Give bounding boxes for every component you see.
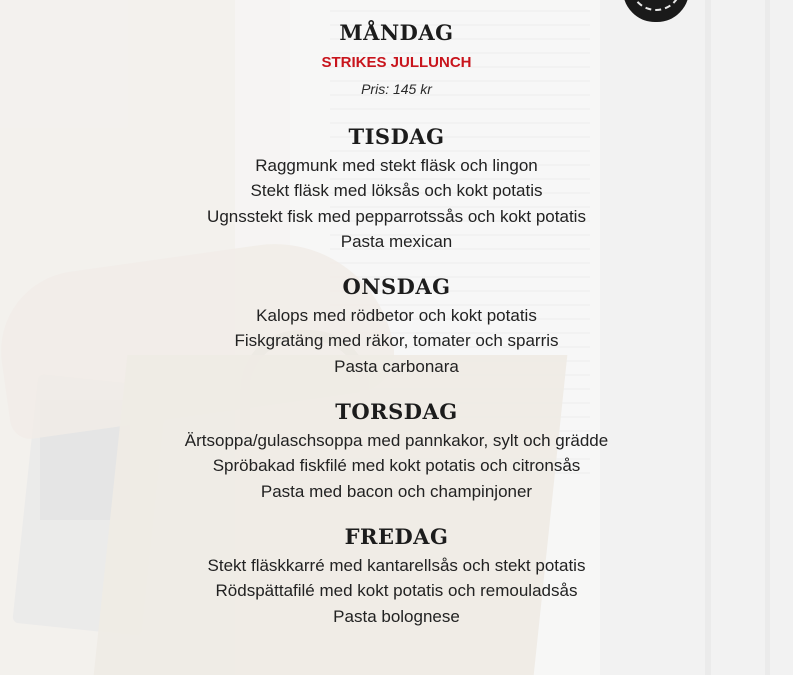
menu-dish: Pasta bolognese xyxy=(333,607,460,626)
award-badge-ring xyxy=(630,0,682,11)
day-heading-monday: MÅNDAG xyxy=(339,20,454,45)
day-heading-wednesday: ONSDAG xyxy=(342,274,451,299)
menu-dish: Ugnsstekt fisk med pepparrotssås och kokt potatis xyxy=(207,207,586,226)
menu-dish: Fiskgratäng med räkor, tomater och sparris xyxy=(234,331,559,350)
day-heading-friday: FREDAG xyxy=(344,524,449,549)
menu-dish: Raggmunk med stekt fläsk och lingon xyxy=(255,156,538,175)
day-heading-thursday: TORSDAG xyxy=(335,399,458,424)
menu-dish: Rödspättafilé med kokt potatis och remouladsås xyxy=(215,581,578,600)
menu-dish: Pasta carbonara xyxy=(334,357,459,376)
menu-dish: Stekt fläskkarré med kantarellsås och stekt potatis xyxy=(207,556,586,575)
menu-dish: Stekt fläsk med löksås och kokt potatis xyxy=(250,181,543,200)
day-heading-tuesday: TISDAG xyxy=(348,124,445,149)
monday-price: Pris: 145 kr xyxy=(361,81,432,97)
menu-dish: Kalops med rödbetor och kokt potatis xyxy=(256,306,537,325)
menu-dish: Ärtsoppa/gulaschsoppa med pannkakor, sylt och grädde xyxy=(184,431,609,450)
monday-special: STRIKES JULLUNCH xyxy=(321,54,472,71)
menu-dish: Spröbakad fiskfilé med kokt potatis och citronsås xyxy=(212,456,581,475)
menu-dish: Pasta med bacon och champinjoner xyxy=(260,482,533,501)
menu-dish: Pasta mexican xyxy=(340,232,453,251)
